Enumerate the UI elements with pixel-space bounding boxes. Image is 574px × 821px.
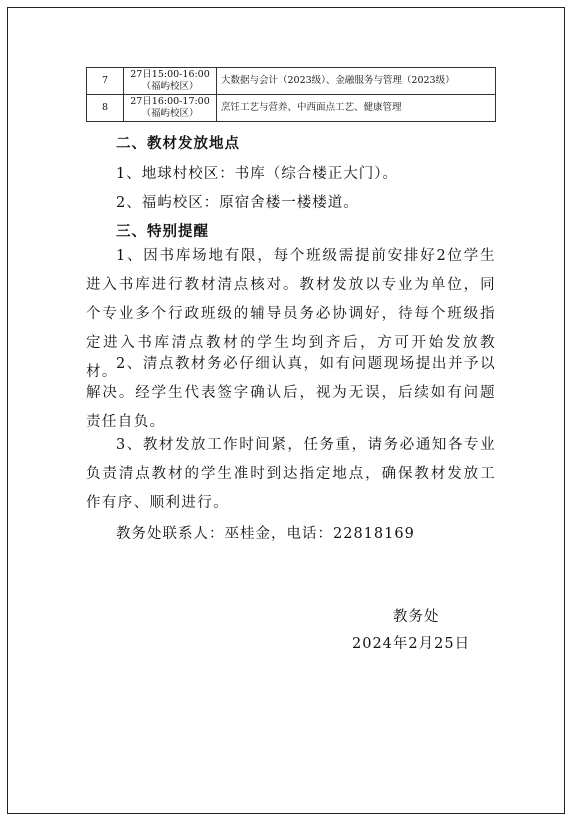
row-time	[124, 95, 217, 122]
row-campus: （福屿校区）	[141, 81, 199, 92]
section2-heading: 二、教材发放地点	[116, 136, 240, 152]
location-item: 1、地球村校区：书库（综合楼正大门）。	[116, 166, 398, 182]
location-item: 2、福屿校区：原宿舍楼一楼楼道。	[116, 195, 359, 211]
row-majors: 大数据与会计（2023级）、金融服务与管理（2023级）	[217, 68, 496, 95]
signature-date: 2024年2月25日	[352, 636, 471, 652]
row-number: 8	[87, 95, 124, 122]
row-number: 7	[87, 68, 124, 95]
contact-line: 教务处联系人：巫桂金，电话：22818169	[116, 526, 415, 542]
table-row	[87, 68, 496, 95]
section3-heading: 三、特别提醒	[116, 224, 209, 240]
schedule-table	[86, 67, 496, 122]
reminder-paragraph: 1、因书库场地有限，每个班级需提前安排好2位学生进入书库进行教材清点核对。教材发放以专业为单位，同个专业多个行政班级的辅导员务必协调好，待每个班级指定进入书库清点教材的学生均到齐后，方可开始发放教材。	[86, 248, 496, 380]
row-time	[124, 68, 217, 95]
row-time-range: 27日16:00-17:00	[130, 96, 210, 107]
signature-org: 教务处	[393, 609, 440, 625]
row-campus: （福屿校区）	[141, 108, 199, 119]
reminder-paragraph: 3、教材发放工作时间紧，任务重，请务必通知各专业负责清点教材的学生准时到达指定地点，确保教材发放工作有序、顺利进行。	[86, 437, 496, 511]
reminder-paragraph: 2、清点教材务必仔细认真，如有问题现场提出并予以解决。经学生代表签字确认后，视为无误，后续如有问题责任自负。	[86, 356, 496, 430]
table-row	[87, 95, 496, 122]
row-majors: 烹饪工艺与营养、中西面点工艺、健康管理	[217, 95, 496, 122]
row-time-range: 27日15:00-16:00	[130, 69, 210, 80]
